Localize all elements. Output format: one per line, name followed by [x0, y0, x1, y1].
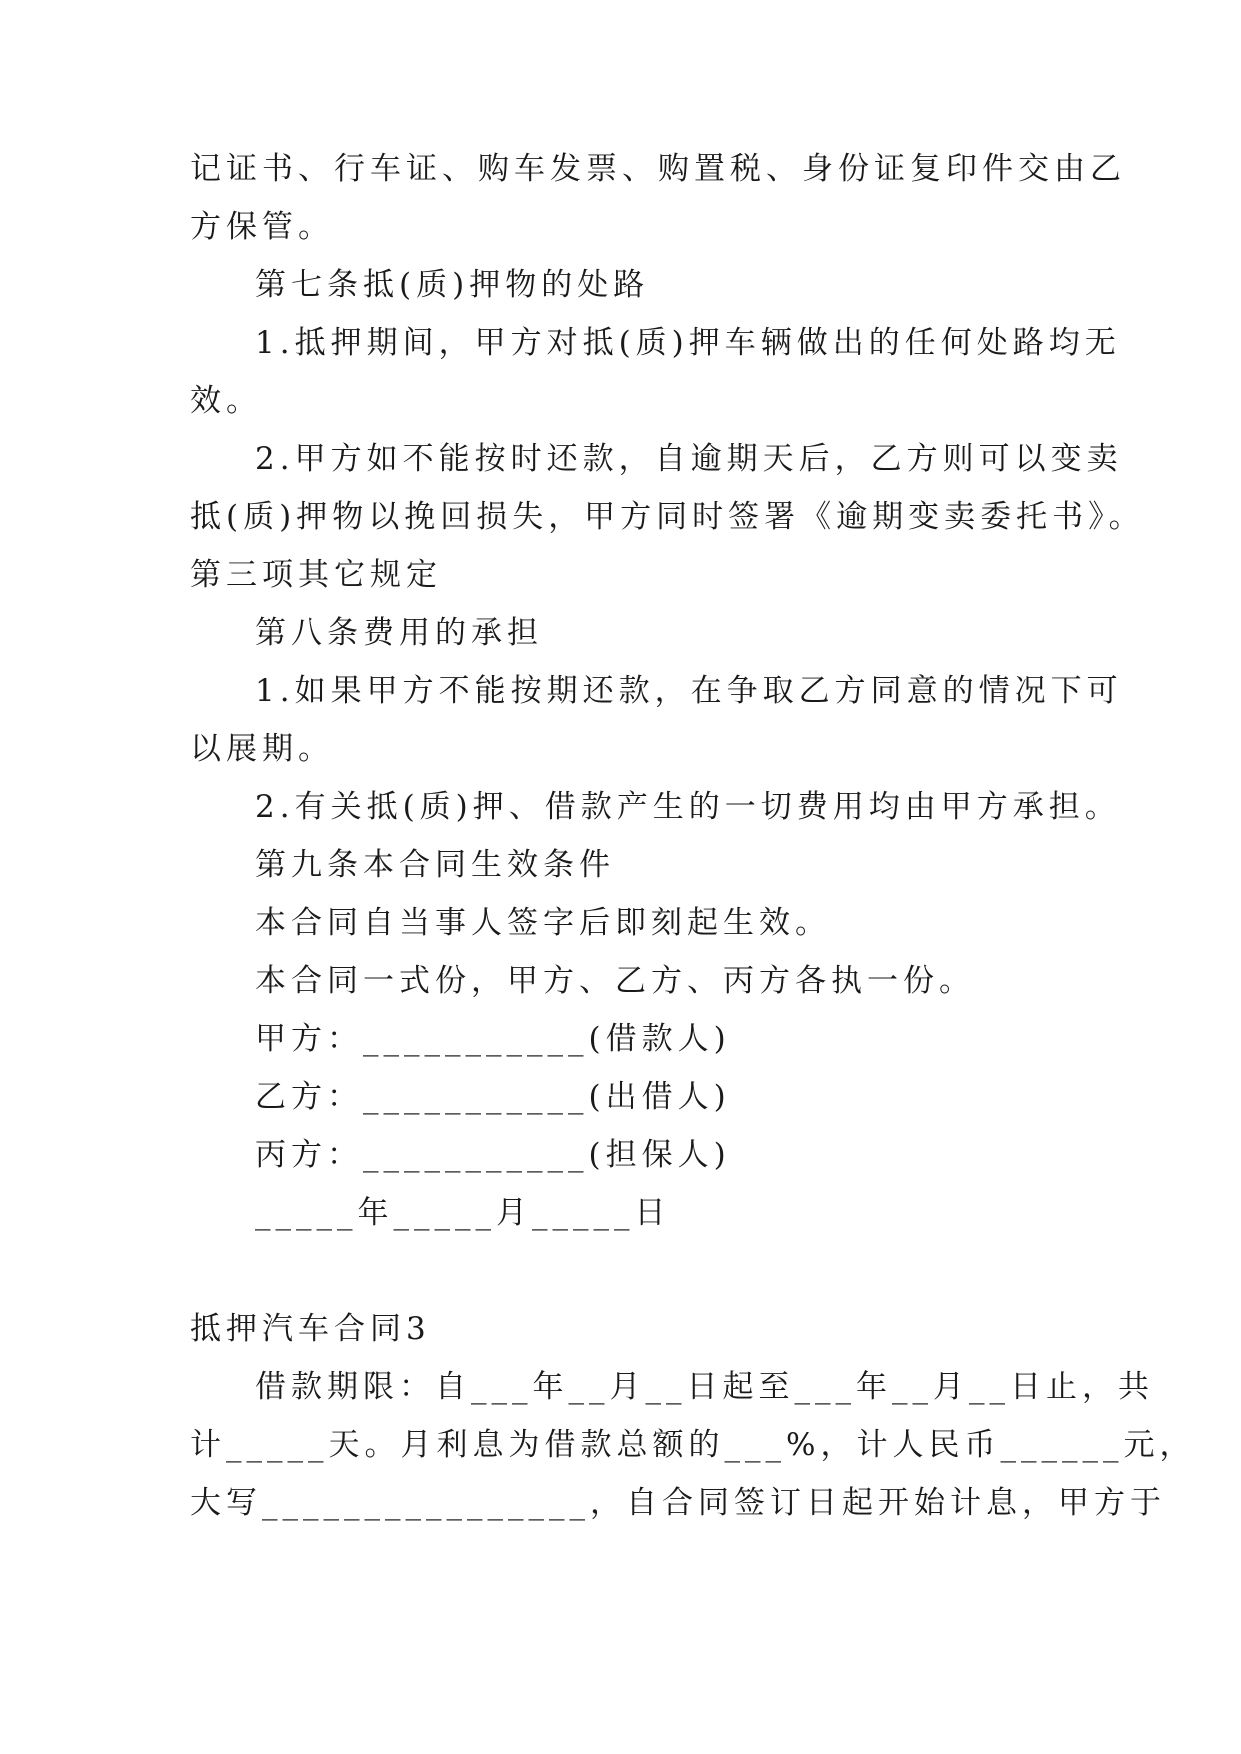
text-line: 方保管。: [190, 209, 334, 245]
clause-heading-8: 第八条费用的承担: [255, 615, 543, 651]
text-line: 记证书、行车证、购车发票、购置税、身份证复印件交由乙: [190, 151, 1126, 187]
text-line: 大写________________，自合同签订日起开始计息，甲方于: [190, 1485, 1166, 1521]
text-line: 计_____天。月利息为借款总额的___%，计人民币______元，: [190, 1427, 1196, 1463]
signature-line-party-a: 甲方：___________(借款人): [255, 1021, 731, 1057]
text-line: 1.抵押期间，甲方对抵(质)押车辆做出的任何处路均无: [255, 325, 1121, 361]
text-line: 以展期。: [190, 731, 334, 767]
signature-line-party-b: 乙方：___________(出借人): [255, 1079, 731, 1115]
text-line: 2.甲方如不能按时还款，自逾期天后，乙方则可以变卖: [255, 441, 1123, 477]
date-line: _____年_____月_____日: [255, 1195, 671, 1231]
section-heading-3: 第三项其它规定: [190, 557, 442, 593]
text-line: 本合同自当事人签字后即刻起生效。: [255, 905, 831, 941]
text-line: 借款期限：自___年__月__日起至___年__月__日止，共: [255, 1369, 1154, 1405]
document-title: 抵押汽车合同3: [190, 1311, 431, 1347]
clause-heading-7: 第七条抵(质)押物的处路: [255, 267, 650, 303]
signature-line-party-c: 丙方：___________(担保人): [255, 1137, 731, 1173]
text-line: 抵(质)押物以挽回损失，甲方同时签署《逾期变卖委托书》。: [190, 499, 1145, 535]
clause-heading-9: 第九条本合同生效条件: [255, 847, 615, 883]
text-line: 1.如果甲方不能按期还款，在争取乙方同意的情况下可: [255, 673, 1123, 709]
text-line: 效。: [190, 383, 262, 419]
text-line: 本合同一式份，甲方、乙方、丙方各执一份。: [255, 963, 975, 999]
text-line: 2.有关抵(质)押、借款产生的一切费用均由甲方承担。: [255, 789, 1121, 825]
